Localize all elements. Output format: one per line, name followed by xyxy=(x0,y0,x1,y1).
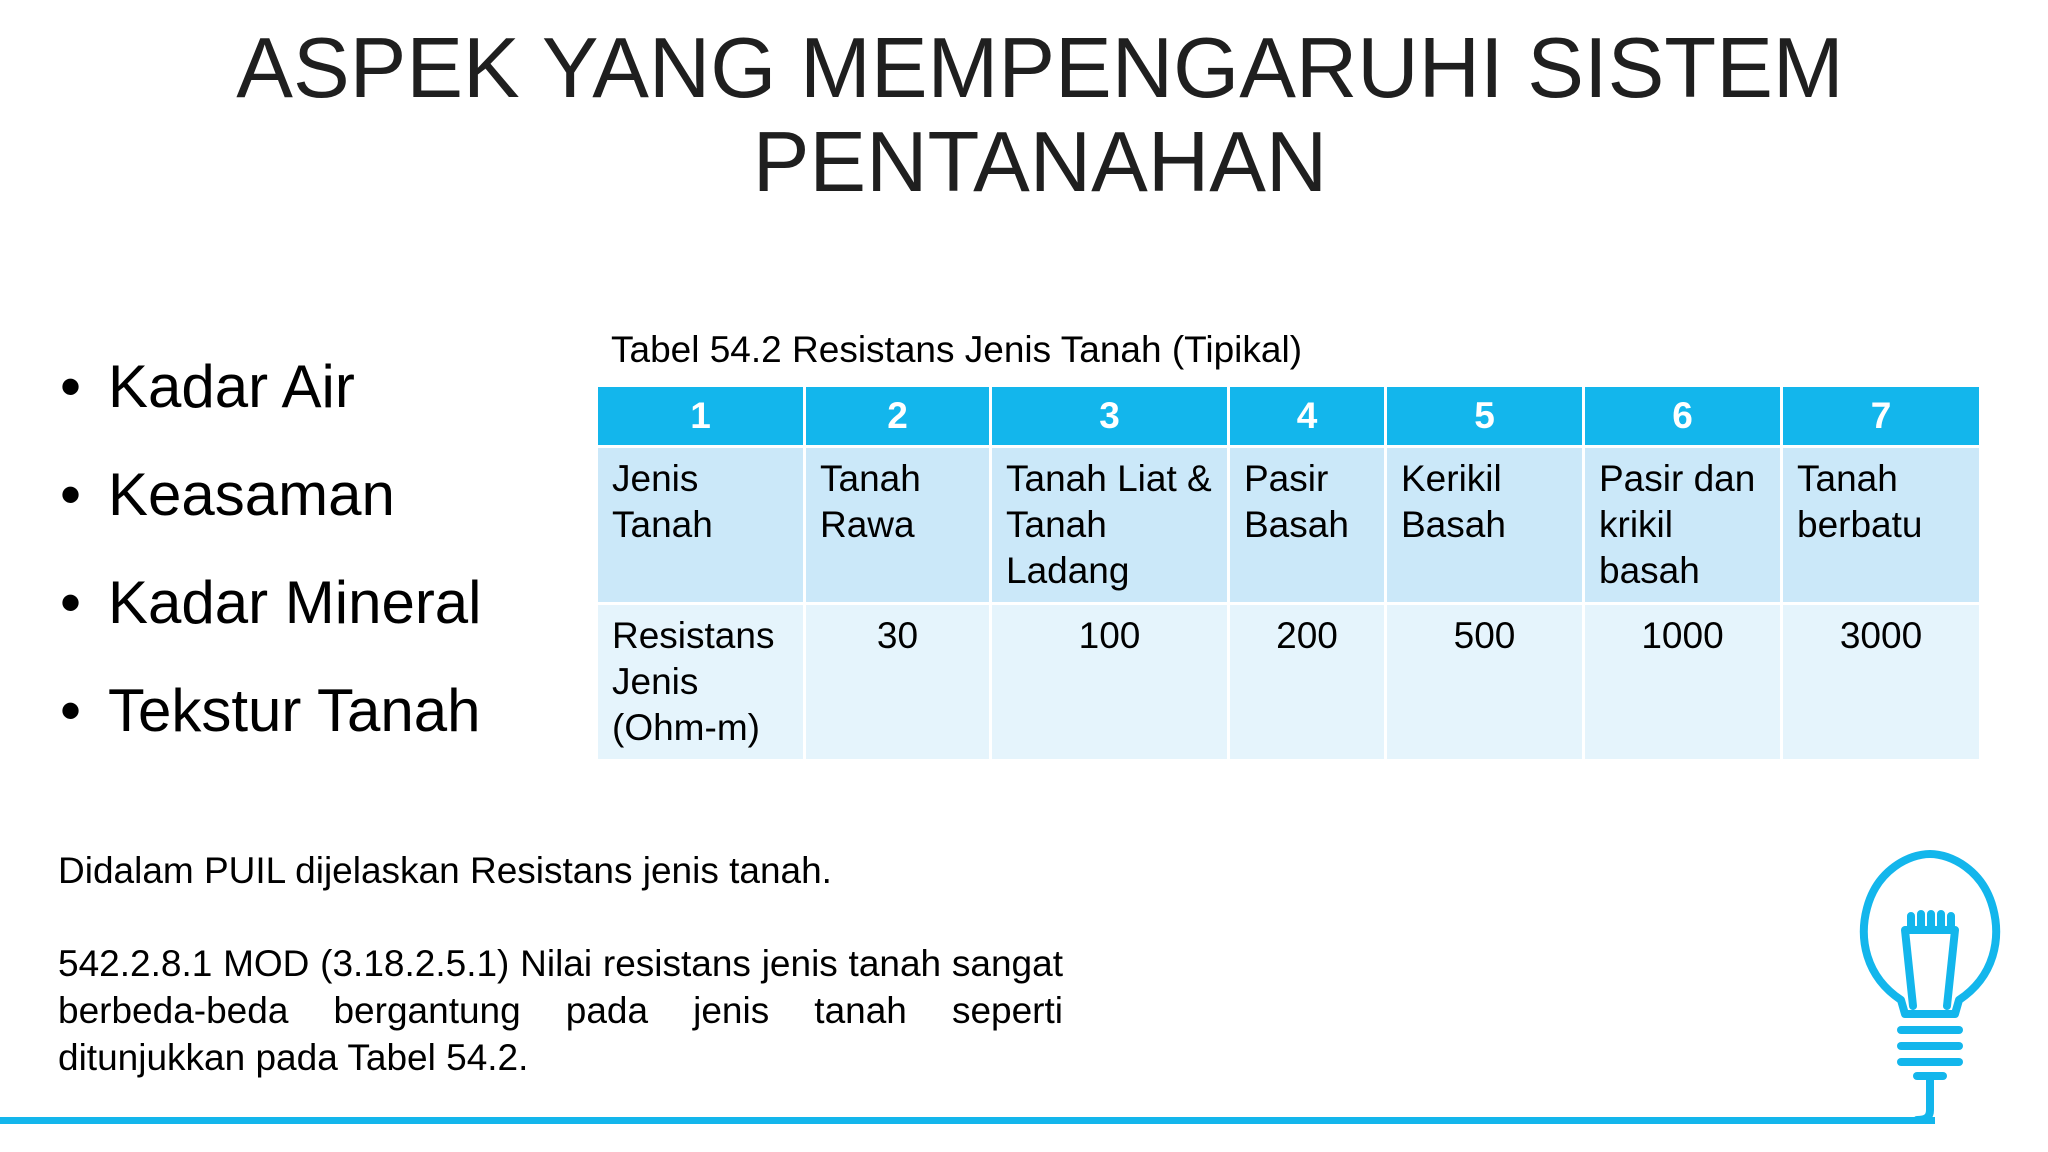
table-cell: Pasir Basah xyxy=(1229,447,1386,604)
table-header-cell: 7 xyxy=(1782,386,1981,447)
table-cell: 1000 xyxy=(1584,604,1782,761)
table-cell: Tanah Rawa xyxy=(805,447,991,604)
bullet-item xyxy=(60,463,482,571)
table-row-resistance xyxy=(597,604,1981,761)
table-caption: Tabel 54.2 Resistans Jenis Tanah (Tipikal) xyxy=(611,329,1303,370)
table-header-row xyxy=(597,386,1981,447)
table-cell: 30 xyxy=(805,604,991,761)
bullet-symbol: • xyxy=(60,461,82,528)
table-cell: Pasir dan krikil basah xyxy=(1584,447,1782,604)
table-header-cell: 3 xyxy=(991,386,1229,447)
table-header-cell: 2 xyxy=(805,386,991,447)
bullet-list xyxy=(60,355,482,787)
slide-title: ASPEK YANG MEMPENGARUHI SISTEM PENTANAHAN xyxy=(236,21,1844,210)
table-header-cell: 6 xyxy=(1584,386,1782,447)
puil-clause-text: 542.2.8.1 MOD (3.18.2.5.1) Nilai resistans jenis tanah sangat berbeda-beda bergantung pada jenis tanah seperti ditunjukkan pada Tabel 54.2. xyxy=(58,943,1063,1078)
table-cell: 500 xyxy=(1386,604,1584,761)
table-row-soil-type xyxy=(597,447,1981,604)
lightbulb-icon xyxy=(1855,848,2005,1124)
bullet-text: Tekstur Tanah xyxy=(108,677,481,744)
table-cell: Tanah Liat & Tanah Ladang xyxy=(991,447,1229,604)
table-cell: 200 xyxy=(1229,604,1386,761)
bullet-symbol: • xyxy=(60,677,82,744)
soil-resistance-table xyxy=(595,384,1982,762)
bullet-symbol: • xyxy=(60,569,82,636)
bullet-item xyxy=(60,355,482,463)
table-cell: 3000 xyxy=(1782,604,1981,761)
bullet-item xyxy=(60,571,482,679)
bullet-symbol: • xyxy=(60,353,82,420)
table-cell: Jenis Tanah xyxy=(597,447,805,604)
table-header-cell: 4 xyxy=(1229,386,1386,447)
table-cell: Resistans Jenis (Ohm-m) xyxy=(597,604,805,761)
table-cell: Tanah berbatu xyxy=(1782,447,1981,604)
table-header-cell: 5 xyxy=(1386,386,1584,447)
accent-line xyxy=(0,1117,1935,1124)
bullet-text: Kadar Mineral xyxy=(108,569,482,636)
bullet-text: Kadar Air xyxy=(108,353,355,420)
puil-intro-text: Didalam PUIL dijelaskan Resistans jenis tanah. xyxy=(58,850,832,891)
bullet-item xyxy=(60,679,482,787)
table-header-cell: 1 xyxy=(597,386,805,447)
table-cell: Kerikil Basah xyxy=(1386,447,1584,604)
table-cell: 100 xyxy=(991,604,1229,761)
bullet-text: Keasaman xyxy=(108,461,395,528)
